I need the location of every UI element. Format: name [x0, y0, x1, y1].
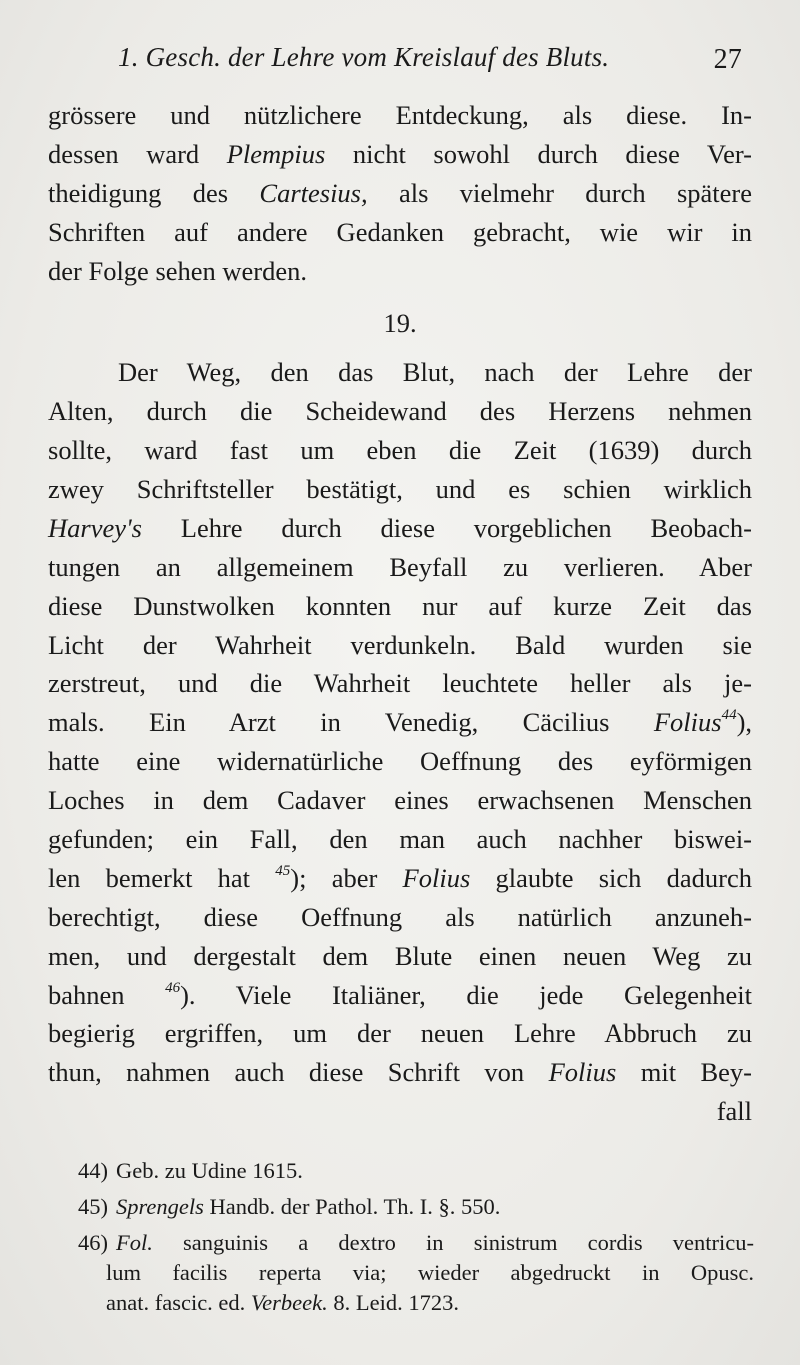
name-folius: Folius: [402, 862, 471, 893]
text-line: sollte, ward fast um eben die Zeit (1639) durch: [48, 435, 752, 466]
main-text: [48, 96, 752, 1131]
text-line: Harvey's Lehre durch diese vorgeblichen Beobach-: [48, 512, 752, 543]
footnote-45: 45) Sprengels Handb. der Pathol. Th. I. §. 550.: [78, 1194, 501, 1219]
section-number: 19.: [383, 308, 417, 339]
text-line: der Folge sehen werden.: [48, 255, 308, 286]
text-line: begierig ergriffen, um der neuen Lehre Abbruch zu: [48, 1018, 752, 1049]
footnote-ref-45: 45: [275, 862, 291, 879]
text-line: diese Dunstwolken konnten nur auf kurze Zeit das: [48, 590, 752, 621]
name-plempius: Plempius: [226, 138, 326, 169]
text-line: Alten, durch die Scheidewand des Herzens nehmen: [48, 396, 752, 427]
text-line: bahnen $^{46}$). Viele Italiäner, die jede Gelegenheit: [48, 979, 753, 1010]
name-folius: Folius: [653, 707, 722, 738]
running-header: [48, 38, 748, 82]
text-line: len bemerkt hat $^{45}$); aber Folius glaubte sich dadurch: [48, 862, 753, 893]
footnote-44: 44) Geb. zu Udine 1615.: [78, 1158, 303, 1183]
catchword: fall: [716, 1096, 752, 1127]
text-line: Loches in dem Cadaver eines erwachsenen Menschen: [48, 785, 752, 816]
text-line: zwey Schriftsteller bestätigt, und es schien wirklich: [48, 474, 752, 505]
text-line: berechtigt, diese Oeffnung als natürlich anzuneh-: [48, 901, 752, 932]
text-line: mals. Ein Arzt in Venedig, Cäcilius Folius$^{44}$),: [48, 707, 753, 738]
text-line: Licht der Wahrheit verdunkeln. Bald wurden sie: [48, 629, 752, 660]
footnote-46-continuation: lum facilis reperta via; wieder abgedruckt in Opusc.: [106, 1260, 754, 1285]
text-line: men, und dergestalt dem Blute einen neuen Weg zu: [48, 940, 752, 971]
footnotes: [78, 1156, 754, 1318]
running-title: 1. Gesch. der Lehre vom Kreislauf des Bluts.: [118, 42, 610, 72]
text-line: theidigung des Cartesius, als vielmehr durch spätere: [48, 177, 753, 208]
text-line: gefunden; ein Fall, den man auch nachher biswei-: [48, 824, 752, 855]
name-cartesius: Cartesius,: [259, 177, 368, 208]
page-number: 27: [713, 44, 742, 75]
name-harvey: Harvey's: [48, 512, 142, 543]
text-line: thun, nahmen auch diese Schrift von Folius mit Bey-: [48, 1057, 753, 1088]
text-line: Der Weg, den das Blut, nach der Lehre der: [118, 357, 752, 388]
text-line: hatte eine widernatürliche Oeffnung des eyförmigen: [48, 746, 752, 777]
text-line: dessen ward Plempius nicht sowohl durch diese Ver-: [48, 138, 752, 169]
text-line: zerstreut, und die Wahrheit leuchtete heller als je-: [48, 668, 752, 699]
footnote-ref-44: 44: [721, 707, 737, 724]
footnote-46-continuation: anat. fascic. ed. Verbeek. 8. Leid. 1723.: [106, 1290, 459, 1315]
footnote-46: 46) Fol. sanguinis a dextro in sinistrum cordis ventricu-: [78, 1230, 754, 1255]
text-line: grössere und nützlichere Entdeckung, als diese. In-: [48, 100, 752, 130]
name-folius: Folius: [548, 1057, 617, 1088]
footnote-ref-46: 46: [165, 979, 181, 996]
text-line: tungen an allgemeinem Beyfall zu verlieren. Aber: [48, 551, 752, 582]
text-line: Schriften auf andere Gedanken gebracht, wie wir in: [48, 216, 752, 247]
